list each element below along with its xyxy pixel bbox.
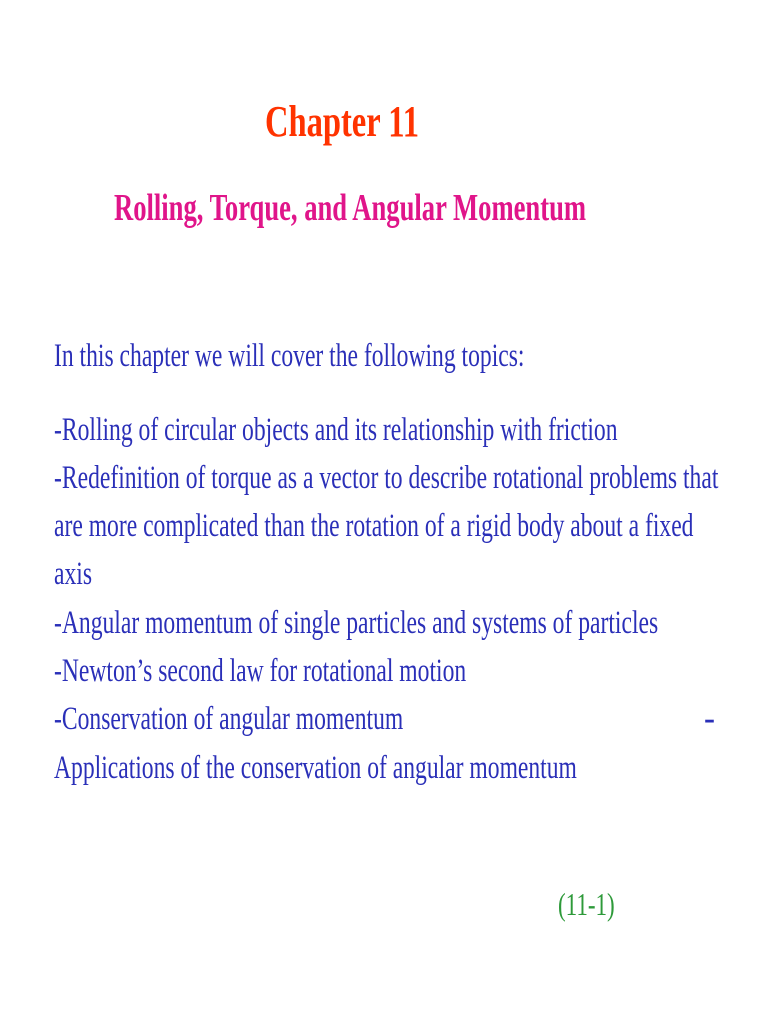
topic-line: -Redefinition of torque as a vector to describe rotational problems that (54, 460, 719, 496)
chapter-subtitle: Rolling, Torque, and Angular Momentum (114, 187, 587, 229)
intro-text: In this chapter we will cover the following topics: (54, 338, 525, 374)
chapter-title: Chapter 11 (264, 97, 420, 146)
topic-line: -Rolling of circular objects and its relationship with friction (54, 412, 618, 448)
page-number: (11-1) (558, 886, 615, 922)
trailing-dash: - (704, 701, 715, 737)
topic-line: are more complicated than the rotation of a rigid body about a fixed (54, 508, 694, 544)
topic-line: -Conservation of angular momentum (54, 701, 404, 737)
topic-line: Applications of the conservation of angular momentum (54, 750, 577, 786)
topic-line: axis (54, 556, 93, 592)
topic-line: -Angular momentum of single particles and systems of particles (54, 605, 659, 641)
topic-line: -Newton’s second law for rotational motion (54, 653, 467, 689)
